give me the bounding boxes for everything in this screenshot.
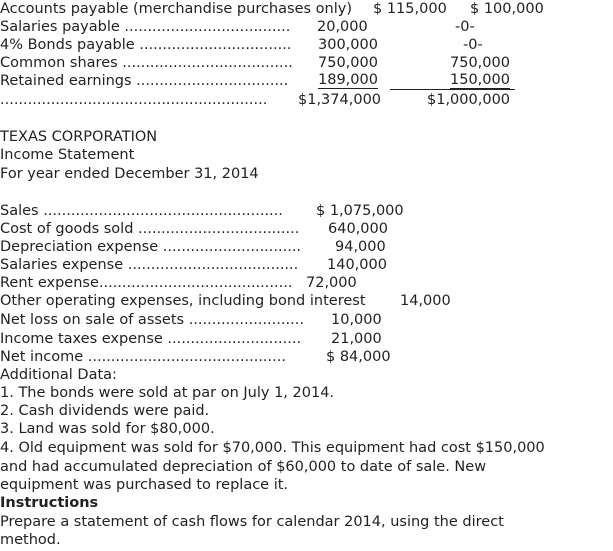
bs-row-retained-earnings-2014: 189,000: [318, 72, 378, 88]
instructions-heading: Instructions: [0, 495, 99, 511]
is-row-net-income-value: $ 84,000: [326, 349, 391, 365]
bs-row-common-shares-2013: 750,000: [450, 55, 510, 71]
is-row-loss-on-sale-value: 10,000: [331, 312, 382, 328]
is-row-salaries-value: 140,000: [327, 257, 387, 273]
is-row-depreciation-value: 94,000: [335, 239, 386, 255]
is-row-income-taxes-label: Income taxes expense .............................: [0, 331, 302, 347]
is-row-sales-value: $ 1,075,000: [316, 203, 404, 219]
is-row-rent-value: 72,000: [306, 275, 357, 291]
additional-data-heading: Additional Data:: [0, 367, 117, 383]
bs-row-accounts-payable-2013: $ 100,000: [470, 1, 544, 17]
bs-total-2014: $1,374,000: [298, 92, 382, 108]
bs-row-common-shares-label: Common shares .....................................: [0, 55, 293, 71]
statement-title: Income Statement: [0, 147, 135, 163]
is-row-rent-label: Rent expense..........................................: [0, 275, 293, 291]
additional-data-item-4-cont-1: and had accumulated depreciation of $60,000 to date of sale. New: [0, 459, 487, 475]
bs-row-bonds-payable-2014: 300,000: [318, 37, 378, 53]
statement-period: For year ended December 31, 2014: [0, 166, 259, 182]
is-row-salaries-label: Salaries expense .....................................: [0, 257, 299, 273]
bs-total-leader: ..........................................................: [0, 92, 268, 108]
bs-row-bonds-payable-2013: -0-: [463, 37, 483, 53]
is-row-cogs-value: 640,000: [328, 221, 388, 237]
is-row-other-opex-value: 14,000: [400, 293, 451, 309]
additional-data-item-4-cont-2: equipment was purchased to replace it.: [0, 477, 289, 493]
bs-row-accounts-payable-label: Accounts payable (merchandise purchases only): [0, 1, 352, 17]
bs-row-salaries-payable-label: Salaries payable ....................................: [0, 19, 291, 35]
is-row-loss-on-sale-label: Net loss on sale of assets .........................: [0, 312, 304, 328]
bs-row-salaries-payable-2014: 20,000: [317, 19, 368, 35]
is-row-income-taxes-value: 21,000: [331, 331, 382, 347]
is-row-net-income-label: Net income ...........................................: [0, 349, 286, 365]
is-row-cogs-label: Cost of goods sold ...................................: [0, 221, 300, 237]
bs-total-2013: $1,000,000: [427, 92, 511, 108]
instructions-line-2: method.: [0, 532, 61, 548]
bs-row-bonds-payable-label: 4% Bonds payable .................................: [0, 37, 292, 53]
bs-row-accounts-payable-2014: $ 115,000: [373, 1, 447, 17]
instructions-line-1: Prepare a statement of cash flows for calendar 2014, using the direct: [0, 514, 504, 530]
bs-row-common-shares-2014: 750,000: [318, 55, 378, 71]
is-row-depreciation-label: Depreciation expense ..............................: [0, 239, 302, 255]
is-row-other-opex-label: Other operating expenses, including bond interest: [0, 293, 366, 309]
additional-data-item-4: 4. Old equipment was sold for $70,000. This equipment had cost $150,000: [0, 440, 545, 456]
bs-row-retained-earnings-2013: 150,000: [450, 72, 510, 88]
column-underline: [390, 89, 515, 90]
bs-row-salaries-payable-2013: -0-: [455, 19, 475, 35]
is-row-sales-label: Sales ....................................................: [0, 203, 283, 219]
additional-data-item-2: 2. Cash dividends were paid.: [0, 403, 210, 419]
bs-row-retained-earnings-label: Retained earnings .................................: [0, 73, 289, 89]
additional-data-item-1: 1. The bonds were sold at par on July 1, 2014.: [0, 385, 335, 401]
additional-data-item-3: 3. Land was sold for $80,000.: [0, 421, 215, 437]
company-name: TEXAS CORPORATION: [0, 129, 158, 145]
